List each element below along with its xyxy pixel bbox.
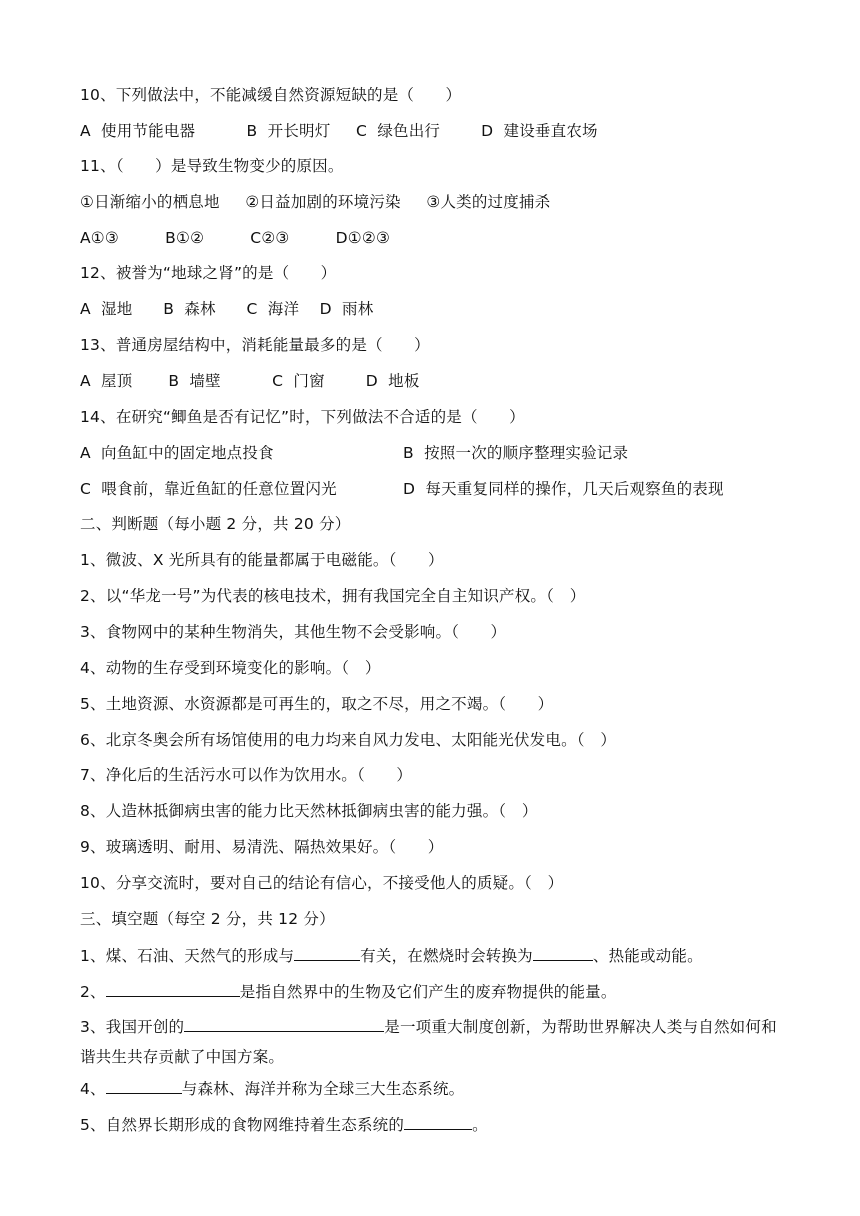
q11-options: A①③ B①② C②③ D①②③ [80, 229, 391, 247]
judge-item: 5、土地资源、水资源都是可再生的，取之不尽，用之不竭。（ ） [80, 695, 554, 713]
q12-options: A 湿地 B 森林 C 海洋 D 雨林 [80, 300, 374, 318]
judge-item: 2、以“华龙一号”为代表的核电技术，拥有我国完全自主知识产权。（ ） [80, 587, 586, 605]
fill-text: 、热能或动能。 [592, 947, 703, 965]
fill-item-5 [80, 1113, 488, 1136]
q14-option-c: C 喂食前，靠近鱼缸的任意位置闪光 [80, 480, 337, 498]
section2-heading: 二、判断题（每小题 2 分，共 20 分） [80, 515, 351, 533]
q14-option-d: D 每天重复同样的操作，几天后观察鱼的表现 [403, 480, 724, 498]
q10-options: A 使用节能电器 B 开长明灯 C 绿色出行 D 建设垂直农场 [80, 122, 598, 140]
q11-items: ①日渐缩小的栖息地 ②日益加剧的环境污染 ③人类的过度捕杀 [80, 193, 551, 211]
fill-text: 有关，在燃烧时会转换为 [360, 947, 533, 965]
q13-options: A 屋顶 B 墙壁 C 门窗 D 地板 [80, 372, 420, 390]
fill-blank[interactable] [294, 944, 360, 961]
judge-item: 7、净化后的生活污水可以作为饮用水。（ ） [80, 766, 413, 784]
fill-blank[interactable] [404, 1113, 472, 1130]
judge-item: 4、动物的生存受到环境变化的影响。（ ） [80, 659, 381, 677]
fill-text: 1、煤、石油、天然气的形成与 [80, 947, 295, 965]
fill-text: 是指自然界中的生物及它们产生的废弃物提供的能量。 [239, 983, 617, 1001]
fill-blank[interactable] [106, 1077, 182, 1094]
judge-item: 9、玻璃透明、耐用、易清洗、隔热效果好。（ ） [80, 838, 444, 856]
q10-stem: 10、下列做法中，不能减缓自然资源短缺的是（ ） [80, 86, 462, 104]
fill-text: 5、自然界长期形成的食物网维持着生态系统的 [80, 1116, 405, 1134]
q14-stem: 14、在研究“鲫鱼是否有记忆”时，下列做法不合适的是（ ） [80, 408, 525, 426]
fill-blank[interactable] [533, 944, 593, 961]
q12-stem: 12、被誉为“地球之肾”的是（ ） [80, 264, 337, 282]
fill-blank[interactable] [184, 1015, 384, 1032]
fill-item-4 [80, 1077, 464, 1100]
fill-text: 是一项重大制度创新，为帮助世界解决人类与自然如何和谐共生共存贡献了中国方案。 [80, 1018, 777, 1066]
q14-option-a: A 向鱼缸中的固定地点投食 [80, 444, 274, 462]
fill-text: 2、 [80, 983, 106, 1001]
q11-stem: 11、（ ）是导致生物变少的原因。 [80, 157, 344, 175]
q14-option-b: B 按照一次的顺序整理实验记录 [403, 444, 629, 462]
judge-item: 3、食物网中的某种生物消失，其他生物不会受影响。（ ） [80, 623, 507, 641]
fill-item-1 [80, 944, 703, 967]
fill-item-2 [80, 980, 617, 1003]
fill-text: 。 [472, 1116, 488, 1134]
judge-item: 1、微波、X 光所具有的能量都属于电磁能。（ ） [80, 551, 444, 569]
fill-item-3 [80, 1012, 780, 1072]
judge-item: 8、人造林抵御病虫害的能力比天然林抵御病虫害的能力强。（ ） [80, 802, 538, 820]
judge-item: 10、分享交流时，要对自己的结论有信心，不接受他人的质疑。（ ） [80, 874, 564, 892]
fill-text: 3、我国开创的 [80, 1018, 185, 1036]
judge-item: 6、北京冬奥会所有场馆使用的电力均来自风力发电、太阳能光伏发电。（ ） [80, 731, 617, 749]
fill-text: 4、 [80, 1080, 106, 1098]
q13-stem: 13、普通房屋结构中，消耗能量最多的是（ ） [80, 336, 430, 354]
fill-text: 与森林、海洋并称为全球三大生态系统。 [181, 1080, 465, 1098]
section3-heading: 三、填空题（每空 2 分，共 12 分） [80, 910, 335, 928]
fill-blank[interactable] [106, 980, 240, 997]
